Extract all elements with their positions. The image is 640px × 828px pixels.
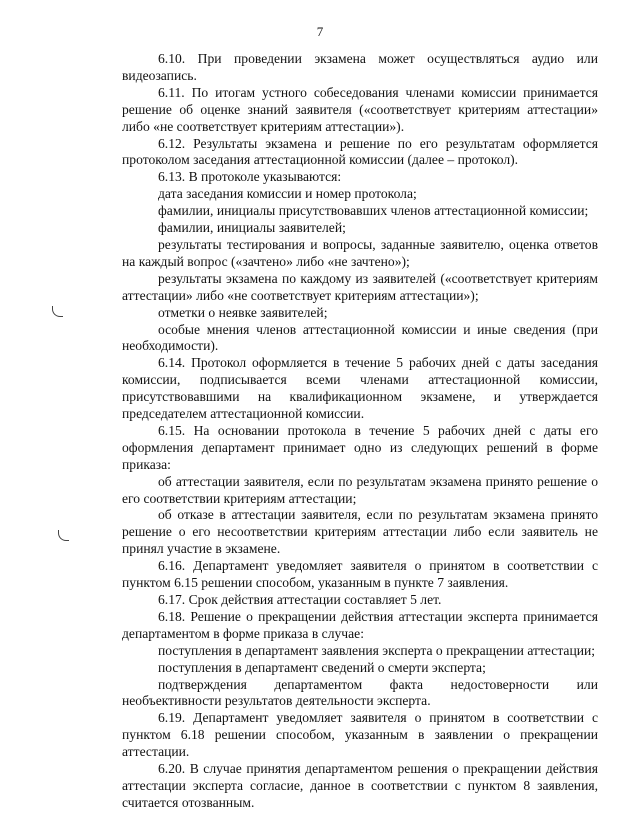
- document-body: [122, 51, 598, 812]
- paragraph-6-11: 6.11. По итогам устного собеседования членами комиссии принимается решение об оценке знаний заявителя («соответствует критериям аттестации» либо «не соответствует критериям аттестации»).: [122, 84, 598, 134]
- paragraph-6-20: 6.20. В случае принятия департаментом решения о прекращении действия аттестации эксперта согласие, данное в соответствии с пунктом 8 заявления, считается отозванным.: [122, 761, 598, 810]
- paragraph-6-19: 6.19. Департамент уведомляет заявителя о принятом в соответствии с пунктом 6.18 решении способом, указанным в заявлении о прекращении аттестации.: [122, 710, 598, 760]
- list-item: фамилии, инициалы присутствовавших членов аттестационной комиссии;: [158, 203, 589, 219]
- list-item: поступления в департамент сведений о смерти эксперта;: [158, 659, 486, 675]
- paragraph-6-17: 6.17. Срок действия аттестации составляет 5 лет.: [158, 592, 442, 607]
- paragraph-6-18: 6.18. Решение о прекращении действия аттестации эксперта принимается департаментом в форме приказа в случае:: [122, 608, 598, 641]
- list-item: поступления в департамент заявления эксперта о прекращении аттестации;: [158, 642, 596, 658]
- paragraph-6-16: 6.16. Департамент уведомляет заявителя о принятом в соответствии с пунктом 6.15 решении способом, указанным в пункте 7 заявления.: [122, 558, 598, 591]
- margin-pencil-mark: [58, 530, 69, 541]
- list-item: дата заседания комиссии и номер протокола;: [158, 186, 417, 202]
- list-item: отметки о неявке заявителей;: [158, 304, 328, 320]
- list-item: особые мнения членов аттестационной комиссии и иные сведения (при необходимости).: [122, 321, 598, 354]
- paragraph-6-13: 6.13. В протоколе указываются:: [158, 169, 342, 185]
- paragraph-6-14: 6.14. Протокол оформляется в течение 5 рабочих дней с даты заседания комиссии, подписывается всеми членами аттестационной комиссии, присутствовавшими на квалификационном экзамене, и утверждается председателем аттестационной комиссии.: [122, 355, 598, 422]
- margin-pencil-mark: [52, 306, 63, 317]
- list-item: результаты тестирования и вопросы, заданные заявителю, оценка ответов на каждый вопрос («зачтено» либо «не зачтено»);: [122, 236, 598, 269]
- list-item: фамилии, инициалы заявителей;: [158, 220, 346, 236]
- list-item: подтверждения департаментом факта недостоверности или необъективности результатов деятельности эксперта.: [122, 676, 598, 709]
- page-number: 7: [316, 24, 324, 39]
- paragraph-6-15: 6.15. На основании протокола в течение 5 рабочих дней с даты его оформления департамент принимает одно из следующих решений в форме приказа:: [122, 422, 598, 472]
- paragraph-6-12: 6.12. Результаты экзамена и решение по его результатам оформляется протоколом заседания аттестационной комиссии (далее – протокол).: [122, 135, 598, 168]
- paragraph-6-10: 6.10. При проведении экзамена может осуществляться аудио или видеозапись.: [122, 51, 598, 83]
- list-item: результаты экзамена по каждому из заявителей («соответствует критериям аттестации» либо «не соответствует критериям аттестации»);: [122, 270, 598, 303]
- list-item: об аттестации заявителя, если по результатам экзамена принято решение о его соответствии критериям аттестации;: [122, 473, 598, 506]
- list-item: об отказе в аттестации заявителя, если по результатам экзамена принято решение о его несоответствии критериям аттестации либо если заявитель не принял участие в экзамене.: [122, 507, 598, 557]
